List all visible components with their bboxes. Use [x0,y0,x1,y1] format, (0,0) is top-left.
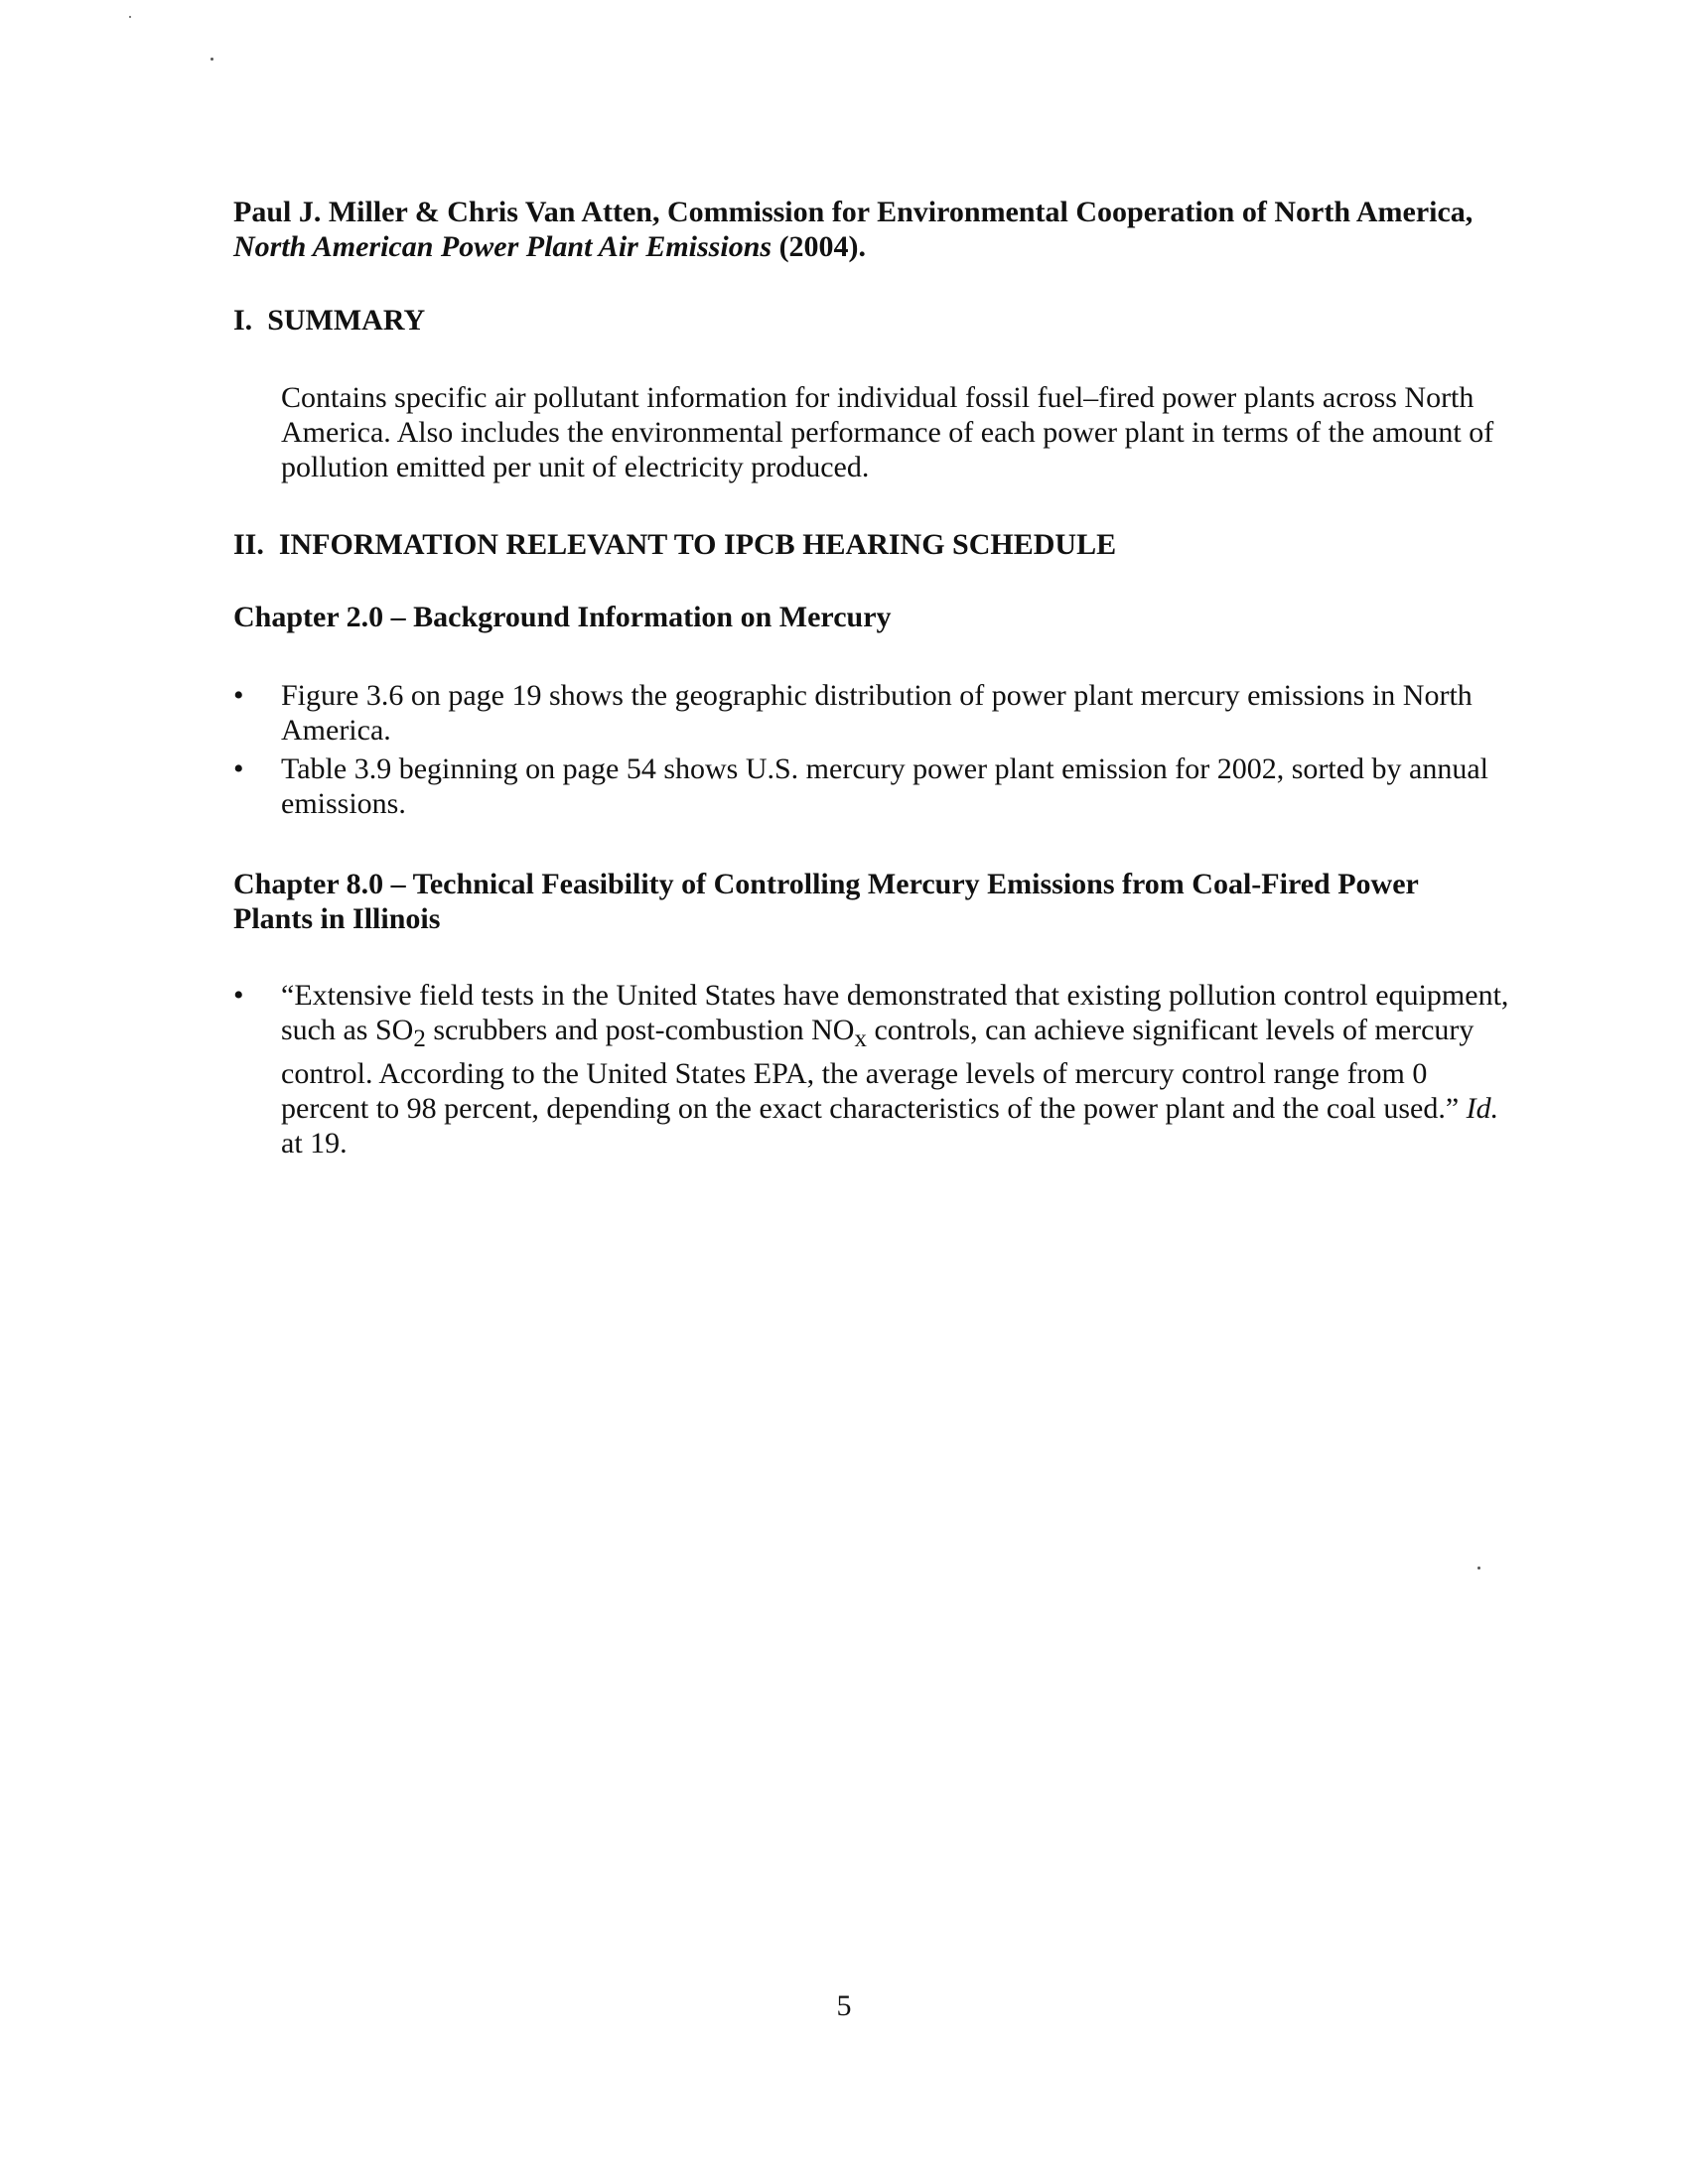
scan-speck [129,16,131,18]
citation-title: North American Power Plant Air Emissions [233,230,772,263]
section-numeral: I. [233,304,253,337]
bullet-icon: • [233,679,244,712]
chapter-8-bullet-list [233,978,1514,1164]
bullet-icon: • [233,752,244,785]
quote-part: scrubbers and post-combustion NO [425,1014,855,1046]
quote-text [281,979,1508,1160]
section-title: SUMMARY [267,304,426,337]
subscript: x [854,1025,867,1052]
bullet-icon: • [233,979,244,1012]
quote-part: controls, can achieve significant levels of mercury control. According to the United States EPA, the average levels of mercury control range from 0 percent to 98 percent, depending on the exact characteristics of the power plant and the coal used.” [281,1014,1474,1125]
citation-id: Id. [1466,1092,1499,1125]
chapter-2-bullet-list [233,678,1514,825]
subscript: 2 [413,1025,426,1052]
section-title: INFORMATION RELEVANT TO IPCB HEARING SCHEDULE [278,528,1117,561]
section-heading-ipcb [233,527,1504,562]
summary-paragraph: Contains specific air pollutant information for individual fossil fuel–fired power plants across North America. Also includes the environmental performance of each power plant in terms of the amount of pollution emitted per unit of electricity produced. [281,381,1494,483]
citation-page: at 19. [281,1127,348,1160]
page-number: 5 [836,1989,852,2022]
scan-speck [210,58,213,61]
chapter-8-heading: Chapter 8.0 – Technical Feasibility of Controlling Mercury Emissions from Coal-Fired Power Plants in Illinois [233,868,1419,935]
scan-speck [1477,1567,1480,1570]
section-heading-summary [233,303,1127,338]
citation-authors: Paul J. Miller & Chris Van Atten, Commission for Environmental Cooperation of North America, [233,196,1474,228]
list-item-text: Figure 3.6 on page 19 shows the geographic distribution of power plant mercury emissions in North America. [281,679,1473,747]
citation-year: (2004). [772,230,867,263]
list-item-text: Table 3.9 beginning on page 54 shows U.S. mercury power plant emission for 2002, sorted by annual emissions. [281,752,1489,820]
citation [233,195,1504,264]
list-item [233,978,1514,1160]
list-item [233,678,1514,748]
quote-part: “Extensive field tests in the United States have demonstrated that existing pollution control equipment, such as SO [281,979,1509,1046]
chapter-2-heading: Chapter 2.0 – Background Information on Mercury [233,601,892,633]
list-item [233,751,1514,821]
section-numeral: II. [233,528,264,561]
